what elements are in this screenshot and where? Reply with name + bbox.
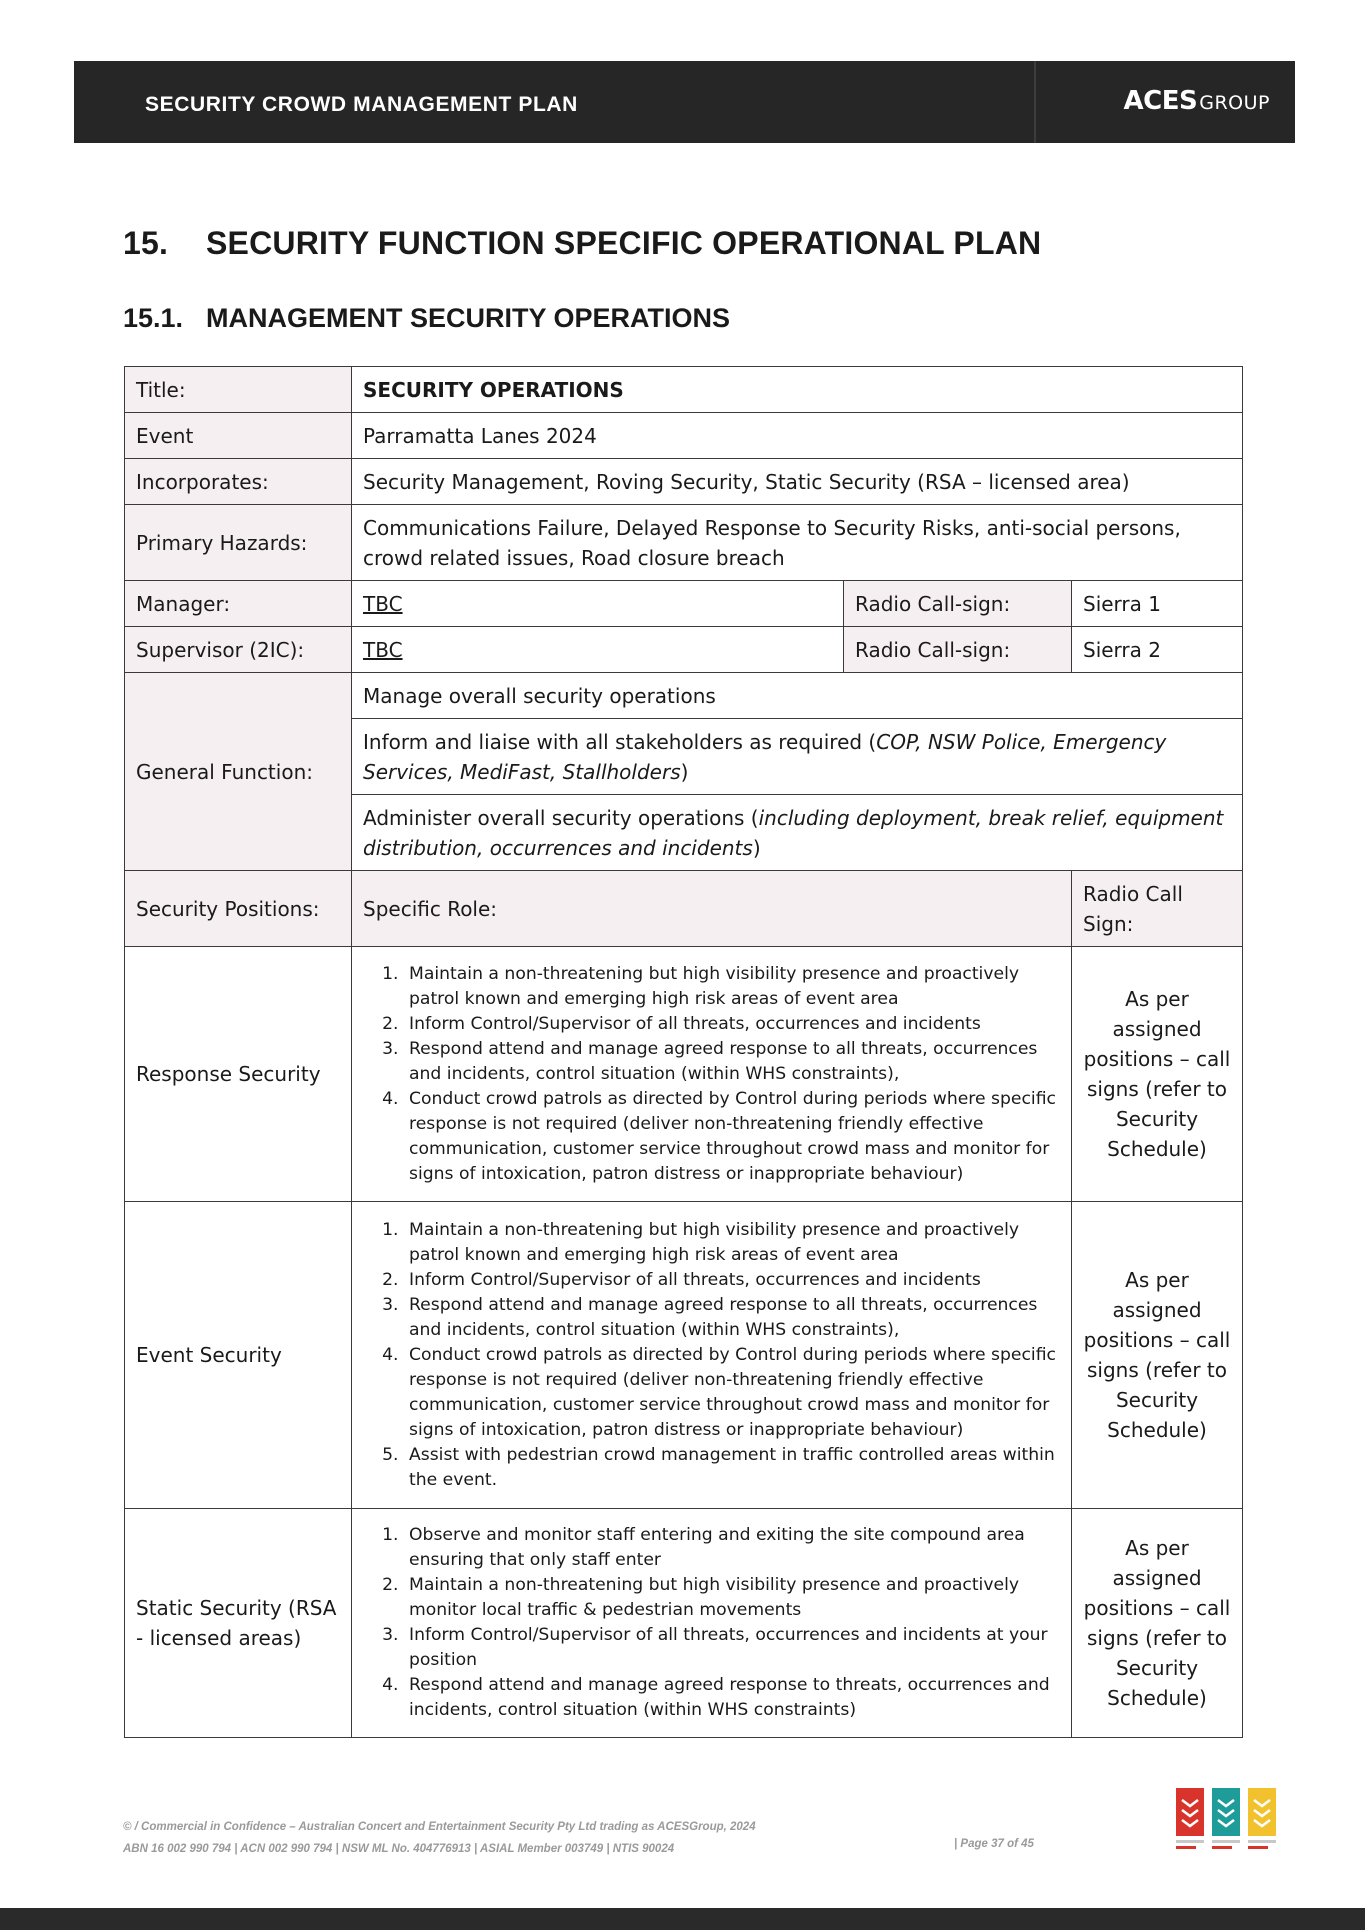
role-list: [363, 962, 1060, 1187]
logo-aces: ACES: [1123, 86, 1198, 116]
footer: [123, 1816, 756, 1860]
general-function-label: General Function:: [125, 673, 352, 871]
position-name: Static Security (RSA - licensed areas): [125, 1509, 352, 1738]
supervisor-value: TBC: [352, 627, 844, 673]
table-row: [125, 505, 1243, 581]
certification-badges-icon: [1172, 1788, 1282, 1858]
footer-registration: ABN 16 002 990 794 | ACN 002 990 794 | NSW ML No. 404776913 | ASIAL Member 003749 | NTIS 90024: [123, 1843, 675, 1855]
list-item: 2. Maintain a non-threatening but high visibility presence and proactively monitor local traffic & pedestrian movements: [404, 1573, 1060, 1623]
table-row: [125, 1509, 1243, 1738]
event-value: Parramatta Lanes 2024: [352, 413, 1243, 459]
incorporates-label: Incorporates:: [125, 459, 352, 505]
role-list-cell: [352, 947, 1072, 1202]
supervisor-label: Supervisor (2IC):: [125, 627, 352, 673]
list-item: 2. Inform Control/Supervisor of all threats, occurrences and incidents: [404, 1012, 1060, 1037]
list-item: 5. Assist with pedestrian crowd management in traffic controlled areas within the event.: [404, 1443, 1060, 1493]
list-item: 2. Inform Control/Supervisor of all threats, occurrences and incidents: [404, 1268, 1060, 1293]
table-row: [125, 413, 1243, 459]
supervisor-radio-label: Radio Call-sign:: [844, 627, 1072, 673]
role-list-cell: [352, 1202, 1072, 1509]
footer-copyright: © / Commercial in Confidence – Australian Concert and Entertainment Security Pty Ltd trading as ACESGroup, 2024: [123, 1821, 756, 1833]
list-item: 3. Inform Control/Supervisor of all threats, occurrences and incidents at your position: [404, 1623, 1060, 1673]
hazards-value: Communications Failure, Delayed Response to Security Risks, anti-social persons, crowd related issues, Road closure breach: [352, 505, 1243, 581]
general-function-1: Manage overall security operations: [352, 673, 1243, 719]
page-number: | Page 37 of 45: [954, 1838, 1034, 1850]
safety-cert-icon: [1248, 1788, 1276, 1849]
callsign-note: As per assigned positions – call signs (refer to Security Schedule): [1072, 947, 1243, 1202]
list-item: 1. Maintain a non-threatening but high visibility presence and proactively patrol known and emerging high risk areas of event area: [404, 962, 1060, 1012]
position-name: Response Security: [125, 947, 352, 1202]
subsection-number: 15.1.: [123, 303, 184, 333]
list-item: 1. Maintain a non-threatening but high visibility presence and proactively patrol known and emerging high risk areas of event area: [404, 1218, 1060, 1268]
header-divider: [1034, 61, 1036, 143]
general-function-3: Administer overall security operations (including deployment, break relief, equipment distribution, occurrences and incidents): [352, 795, 1243, 871]
general-function-2: Inform and liaise with all stakeholders as required (COP, NSW Police, Emergency Services, MediFast, Stallholders): [352, 719, 1243, 795]
list-item: 4. Conduct crowd patrols as directed by Control during periods where specific response is not required (deliver non-threatening friendly effective communication, customer service throughout crowd mass and monitor for signs of intoxication, patron distress or inappropriate behaviour): [404, 1087, 1060, 1187]
role-list: [363, 1523, 1060, 1723]
role-list-cell: [352, 1509, 1072, 1738]
specific-role-header: Specific Role:: [352, 871, 1072, 947]
table-row: [125, 947, 1243, 1202]
list-item: 4. Conduct crowd patrols as directed by Control during periods where specific response is not required (deliver non-threatening friendly effective communication, customer service throughout crowd mass and monitor for signs of intoxication, patron distress or inappropriate behaviour): [404, 1343, 1060, 1443]
table-row: [125, 627, 1243, 673]
page-bottom-band: [0, 1908, 1365, 1930]
list-item: 1. Observe and monitor staff entering and exiting the site compound area ensuring that only staff enter: [404, 1523, 1060, 1573]
title-label: Title:: [125, 367, 352, 413]
document-title: SECURITY CROWD MANAGEMENT PLAN: [145, 93, 578, 116]
manager-value: TBC: [352, 581, 844, 627]
manager-label: Manager:: [125, 581, 352, 627]
positions-header: Security Positions:: [125, 871, 352, 947]
manager-radio-label: Radio Call-sign:: [844, 581, 1072, 627]
environment-cert-icon: [1212, 1788, 1240, 1849]
section-heading: [123, 225, 1041, 262]
list-item: 4. Respond attend and manage agreed response to threats, occurrences and incidents, control situation (within WHS constraints): [404, 1673, 1060, 1723]
supervisor-radio-value: Sierra 2: [1072, 627, 1243, 673]
table-row: [125, 871, 1243, 947]
hazards-label: Primary Hazards:: [125, 505, 352, 581]
subsection-heading: [123, 303, 730, 334]
quality-cert-icon: [1176, 1788, 1204, 1849]
manager-radio-value: Sierra 1: [1072, 581, 1243, 627]
section-number: 15.: [123, 225, 169, 261]
incorporates-value: Security Management, Roving Security, Static Security (RSA – licensed area): [352, 459, 1243, 505]
section-title: SECURITY FUNCTION SPECIFIC OPERATIONAL PLAN: [206, 225, 1042, 261]
subsection-title: MANAGEMENT SECURITY OPERATIONS: [206, 303, 731, 333]
event-label: Event: [125, 413, 352, 459]
aces-group-logo: [1124, 86, 1270, 116]
logo-group: GROUP: [1199, 92, 1270, 114]
radio-callsign-header: Radio Call Sign:: [1072, 871, 1243, 947]
callsign-note: As per assigned positions – call signs (refer to Security Schedule): [1072, 1509, 1243, 1738]
page-header: [74, 61, 1295, 143]
table-row: [125, 581, 1243, 627]
operations-table: [124, 366, 1243, 1738]
table-row: [125, 1202, 1243, 1509]
table-row: [125, 459, 1243, 505]
list-item: 3. Respond attend and manage agreed response to all threats, occurrences and incidents, control situation (within WHS constraints),: [404, 1293, 1060, 1343]
list-item: 3. Respond attend and manage agreed response to all threats, occurrences and incidents, control situation (within WHS constraints),: [404, 1037, 1060, 1087]
title-value: SECURITY OPERATIONS: [352, 367, 1243, 413]
callsign-note: As per assigned positions – call signs (refer to Security Schedule): [1072, 1202, 1243, 1509]
table-row: [125, 673, 1243, 719]
role-list: [363, 1218, 1060, 1493]
table-row: [125, 367, 1243, 413]
position-name: Event Security: [125, 1202, 352, 1509]
